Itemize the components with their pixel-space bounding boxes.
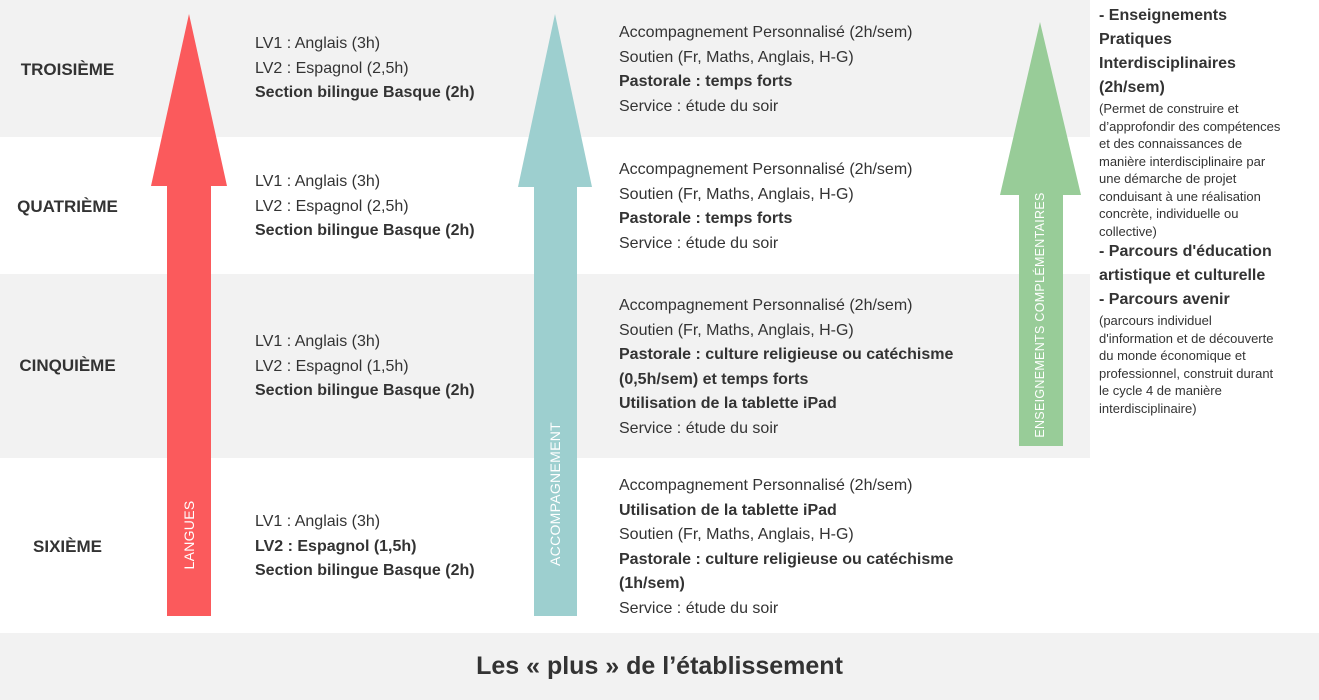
grade-label-cinquieme: CINQUIÈME — [19, 356, 116, 375]
complementaires-detail-line: concrète, individuelle ou — [1099, 206, 1239, 221]
grade-label-sixieme: SIXIÈME — [33, 537, 102, 556]
accompagnement-arrow-label: ACCOMPAGNEMENT — [547, 422, 563, 566]
complementaires-heading-line: - Enseignements — [1099, 7, 1228, 24]
langues-cinquieme — [255, 330, 475, 404]
langues-arrow-label: LANGUES — [181, 500, 197, 570]
complementaires-detail-line: une démarche de projet — [1099, 171, 1237, 186]
text-line: Service : étude du soir — [619, 234, 779, 252]
complementaires-detail-line: collective) — [1099, 223, 1157, 239]
text-line: LV1 : Anglais (3h) — [255, 35, 381, 52]
text-line: Accompagnement Personnalisé (2h/sem) — [619, 477, 913, 494]
text-line: Section bilingue Basque (2h) — [255, 222, 475, 239]
complementaires-detail-line: et des connaissances de — [1099, 136, 1243, 151]
langues-troisieme — [255, 32, 475, 106]
text-line: LV1 : Anglais (3h) — [255, 333, 381, 350]
text-line: LV1 : Anglais (3h) — [255, 513, 381, 530]
text-line: LV2 : Espagnol (2,5h) — [255, 59, 409, 77]
text-line: Section bilingue Basque (2h) — [255, 84, 475, 101]
complementaires-text — [1099, 4, 1319, 417]
grade-label-quatrieme: QUATRIÈME — [17, 197, 118, 216]
text-line: (1h/sem) — [619, 575, 685, 592]
complementaires-detail-line: d’approfondir des compétences — [1099, 118, 1281, 134]
text-line: Service : étude du soir — [619, 97, 779, 115]
footer-title: Les « plus » de l’établissement — [476, 652, 843, 680]
text-line: Accompagnement Personnalisé (2h/sem) — [619, 161, 913, 178]
text-line: Section bilingue Basque (2h) — [255, 382, 475, 399]
text-line: Pastorale : culture religieuse ou catéchisme — [619, 346, 954, 363]
text-line: Service : étude du soir — [619, 599, 779, 617]
text-line: Accompagnement Personnalisé (2h/sem) — [619, 297, 913, 314]
accompagnement-quatrieme — [619, 158, 912, 256]
complementaires-heading-line: Pratiques — [1099, 31, 1172, 48]
text-line: Utilisation de la tablette iPad — [619, 395, 837, 412]
complementaires-detail-line: d'information et de découverte — [1099, 330, 1274, 346]
complementaires-heading-line: Interdisciplinaires — [1099, 55, 1236, 72]
langues-sixieme — [255, 510, 475, 584]
accompagnement-sixieme — [619, 474, 953, 621]
text-line: Section bilingue Basque (2h) — [255, 562, 475, 579]
footer-banner — [0, 633, 1319, 700]
complementaires-arrow-label: ENSEIGNEMENTS COMPLÉMENTAIRES — [1033, 192, 1047, 438]
complementaires-detail-line: professionnel, construit durant — [1099, 365, 1274, 381]
complementaires-detail-line: interdisciplinaire) — [1099, 400, 1197, 416]
complementaires-detail-line: (Permet de construire et — [1099, 101, 1239, 116]
text-line: Service : étude du soir — [619, 419, 779, 437]
complementaires-heading-line: artistique et culturelle — [1099, 267, 1266, 284]
grade-label-troisieme: TROISIÈME — [20, 60, 115, 79]
text-line: LV2 : Espagnol (1,5h) — [255, 357, 409, 375]
text-line: (0,5h/sem) et temps forts — [619, 370, 809, 388]
complementaires-detail-line: conduisant à une réalisation — [1099, 188, 1261, 204]
text-line: Accompagnement Personnalisé (2h/sem) — [619, 24, 913, 41]
text-line: Soutien (Fr, Maths, Anglais, H-G) — [619, 321, 854, 339]
text-line: Pastorale : temps forts — [619, 73, 793, 90]
complementaires-detail-line: (parcours individuel — [1099, 313, 1212, 328]
complementaires-detail-line: manière interdisciplinaire par — [1099, 153, 1266, 169]
text-line: Soutien (Fr, Maths, Anglais, H-G) — [619, 48, 854, 66]
complementaires-heading-line: - Parcours d'éducation — [1099, 243, 1272, 260]
text-line: LV2 : Espagnol (2,5h) — [255, 197, 409, 215]
text-line: LV1 : Anglais (3h) — [255, 173, 381, 190]
complementaires-heading-line: (2h/sem) — [1099, 79, 1165, 96]
text-line: Soutien (Fr, Maths, Anglais, H-G) — [619, 526, 854, 543]
text-line: Soutien (Fr, Maths, Anglais, H-G) — [619, 185, 854, 203]
langues-quatrieme — [255, 170, 475, 244]
complementaires-heading-line: - Parcours avenir — [1099, 291, 1230, 308]
text-line: Pastorale : temps forts — [619, 210, 793, 227]
accompagnement-troisieme — [619, 21, 912, 119]
complementaires-detail-line: le cycle 4 de manière — [1099, 383, 1222, 398]
complementaires-detail-line: du monde économique et — [1099, 348, 1246, 363]
text-line: Pastorale : culture religieuse ou catéchisme — [619, 550, 954, 568]
accompagnement-cinquieme — [619, 294, 953, 441]
text-line: LV2 : Espagnol (1,5h) — [255, 537, 417, 555]
text-line: Utilisation de la tablette iPad — [619, 501, 837, 519]
